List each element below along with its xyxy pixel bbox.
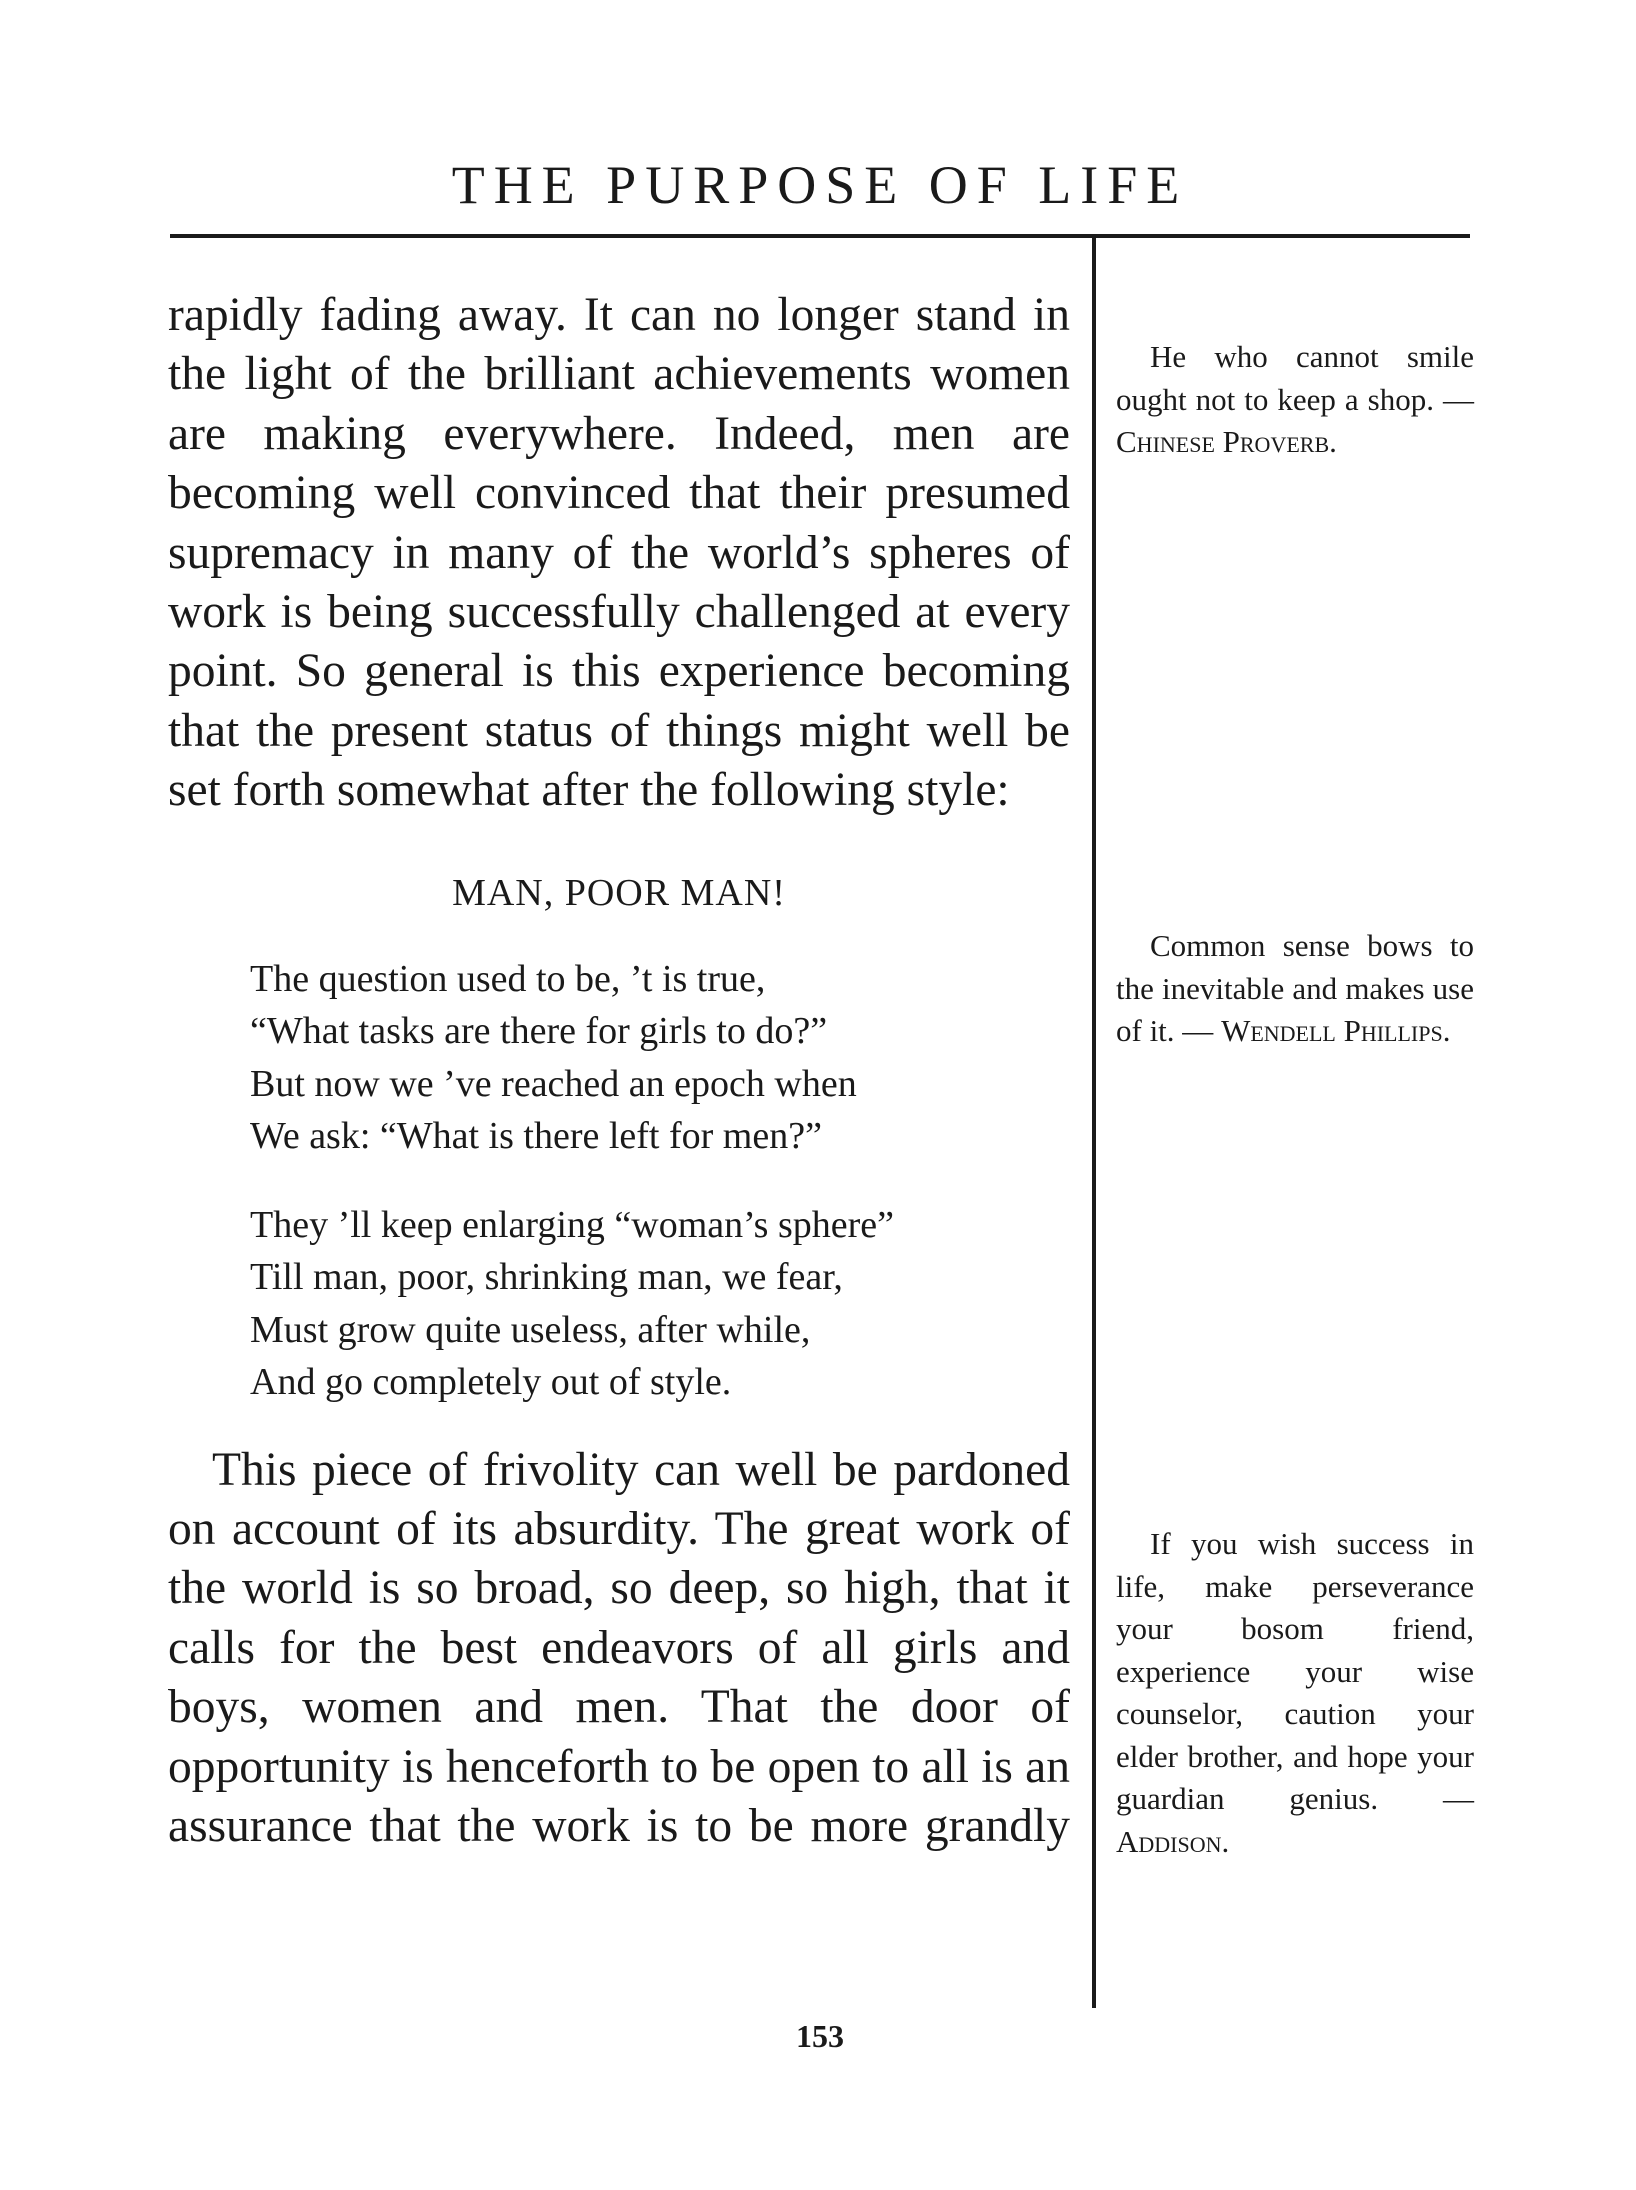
sidenote-text: Common sense bows to the inevitable and makes use of it. — — [1116, 928, 1474, 1048]
sidenote-text: If you wish success in life, make perseverance your bosom friend, experience your wise counselor, caution your elder brother, and hope your guardian genius. — — [1116, 1526, 1474, 1816]
main-text-column — [168, 286, 1070, 1857]
poem-line: They ’ll keep enlarging “woman’s sphere” — [250, 1203, 895, 1246]
poem-stanza-2 — [250, 1199, 1070, 1409]
page-number: 153 — [796, 2018, 844, 2054]
sidenote-attribution: Chinese Proverb. — [1116, 424, 1337, 459]
header-rule — [170, 234, 1470, 238]
sidenote-quote — [1116, 925, 1474, 1053]
column-divider — [1092, 238, 1096, 2008]
poem-stanza-1 — [250, 953, 1070, 1163]
sidenote-attribution: Wendell Phillips. — [1221, 1013, 1451, 1048]
sidenote-quote — [1116, 1523, 1474, 1863]
poem-line: Till man, poor, shrinking man, we fear, — [250, 1256, 843, 1299]
running-header: THE PURPOSE OF LIFE — [451, 155, 1189, 215]
poem-line: “What tasks are there for girls to do?” — [250, 1010, 828, 1053]
poem-line: We ask: “What is there left for men?” — [250, 1115, 822, 1158]
sidenote-quote — [1116, 336, 1474, 464]
body-paragraph-2: This piece of frivolity can well be pardoned on account of its absurdity. The great work of the world is so broad, so deep, so high, that it calls for the best endeavors of all girls and boys, women and men. That the door of opportunity is henceforth to be open to all is an assurance that the work is to be more grandly — [168, 1443, 1070, 1853]
poem-line: And go completely out of style. — [250, 1361, 732, 1404]
poem-title: MAN, POOR MAN! — [452, 871, 786, 914]
sidenote-3 — [1116, 1523, 1474, 1863]
body-paragraph-1: rapidly fading away. It can no longer stand in the light of the brilliant achievements women are making everywhere. Indeed, men are becoming well convinced that their presumed supremacy in many of the world’s spheres of work is being successfully challenged at every point. So general is this experience becoming that the present status of things might well be set forth somewhat after the following style: — [168, 289, 1070, 817]
poem-line: The question used to be, ’t is true, — [250, 957, 766, 1000]
sidenote-text: He who cannot smile ought not to keep a shop. — — [1116, 339, 1474, 417]
poem-line: But now we ’ve reached an epoch when — [250, 1062, 857, 1105]
poem-line: Must grow quite useless, after while, — [250, 1308, 811, 1351]
sidenote-2 — [1116, 925, 1474, 1053]
sidenote-attribution: Addison. — [1116, 1823, 1230, 1859]
sidenote-1 — [1116, 336, 1474, 464]
